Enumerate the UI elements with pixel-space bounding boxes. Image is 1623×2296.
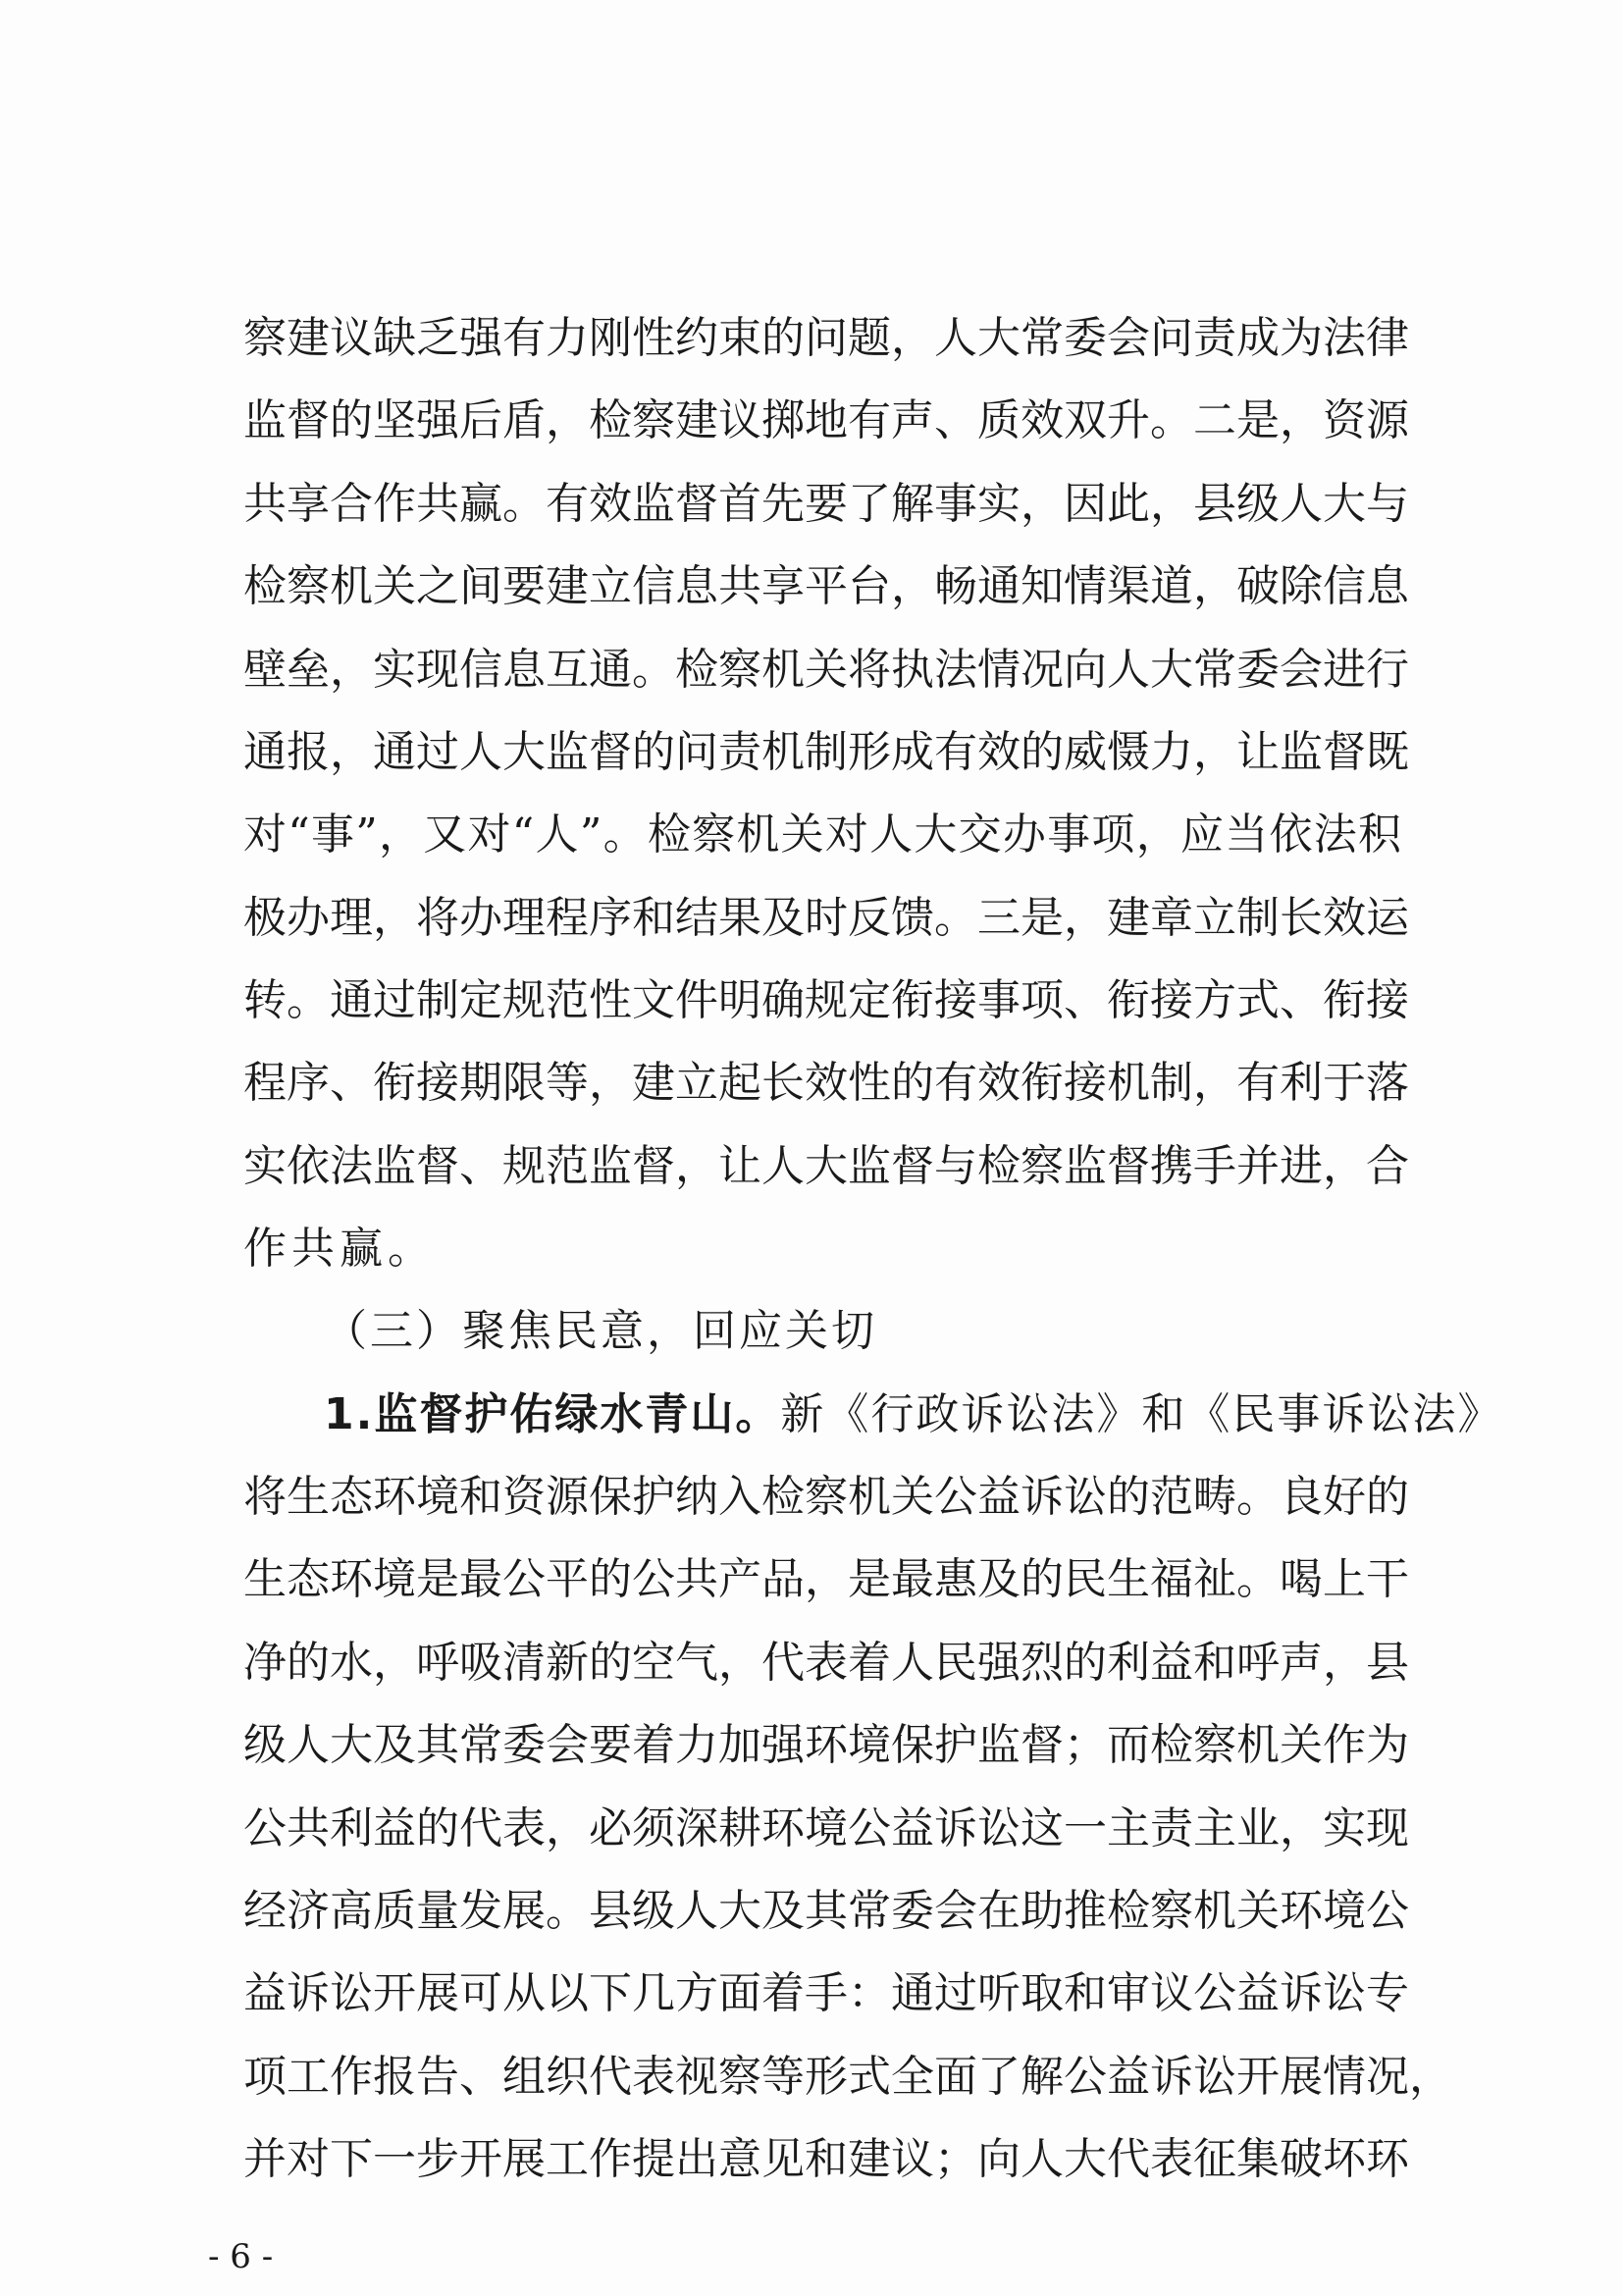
- body-text-line: 作共赢。: [243, 1224, 436, 1274]
- body-text-line: 转。通过制定规范性文件明确规定衔接事项、衔接方式、衔接: [243, 975, 1409, 1025]
- body-text-line: 极办理，将办理程序和结果及时反馈。三是，建章立制长效运: [243, 893, 1409, 943]
- body-text-line: 净的水，呼吸清新的空气，代表着人民强烈的利益和呼声，县: [243, 1638, 1409, 1688]
- body-text-line: 察建议缺乏强有力刚性约束的问题，人大常委会问责成为法律: [243, 313, 1409, 363]
- body-text-line: 通报，通过人大监督的问责机制形成有效的威慑力，让监督既: [243, 727, 1409, 777]
- section-heading: （三）聚焦民意，回应关切: [324, 1306, 877, 1356]
- subsection-title: 1.监督护佑绿水青山。: [324, 1389, 781, 1439]
- body-text-line: 公共利益的代表，必须深耕环境公益诉讼这一主责主业，实现: [243, 1803, 1409, 1853]
- body-text-line: 经济高质量发展。县级人大及其常委会在助推检察机关环境公: [243, 1886, 1409, 1936]
- body-text-line: 实依法监督、规范监督，让人大监督与检察监督携手并进，合: [243, 1141, 1409, 1191]
- body-text-line: 壁垒，实现信息互通。检察机关将执法情况向人大常委会进行: [243, 645, 1409, 695]
- body-text-line: 程序、衔接期限等，建立起长效性的有效衔接机制，有利于落: [243, 1058, 1409, 1108]
- body-text-line: 共享合作共赢。有效监督首先要了解事实，因此，县级人大与: [243, 479, 1409, 529]
- page-number: - 6 -: [208, 2237, 274, 2276]
- body-text-line: 并对下一步开展工作提出意见和建议；向人大代表征集破坏环: [243, 2134, 1409, 2184]
- subsection-first-line-text: 新《行政诉讼法》和《民事诉讼法》: [780, 1389, 1503, 1439]
- body-text-line: 项工作报告、组织代表视察等形式全面了解公益诉讼开展情况，: [243, 2052, 1452, 2102]
- body-text-line: 生态环境是最公平的公共产品，是最惠及的民生福祉。喝上干: [243, 1554, 1409, 1604]
- body-text-line: 对“事”，又对“人”。检察机关对人大交办事项，应当依法积: [243, 809, 1401, 860]
- body-text-line: 级人大及其常委会要着力加强环境保护监督；而检察机关作为: [243, 1720, 1409, 1770]
- body-text-line: 将生态环境和资源保护纳入检察机关公益诉讼的范畴。良好的: [243, 1472, 1409, 1522]
- subsection-first-line: [324, 1386, 1503, 1443]
- body-text-line: 检察机关之间要建立信息共享平台，畅通知情渠道，破除信息: [243, 561, 1409, 611]
- body-text-line: 监督的坚强后盾，检察建议掷地有声、质效双升。二是，资源: [243, 395, 1409, 445]
- body-text-line: 益诉讼开展可从以下几方面着手：通过听取和审议公益诉讼专: [243, 1968, 1409, 2018]
